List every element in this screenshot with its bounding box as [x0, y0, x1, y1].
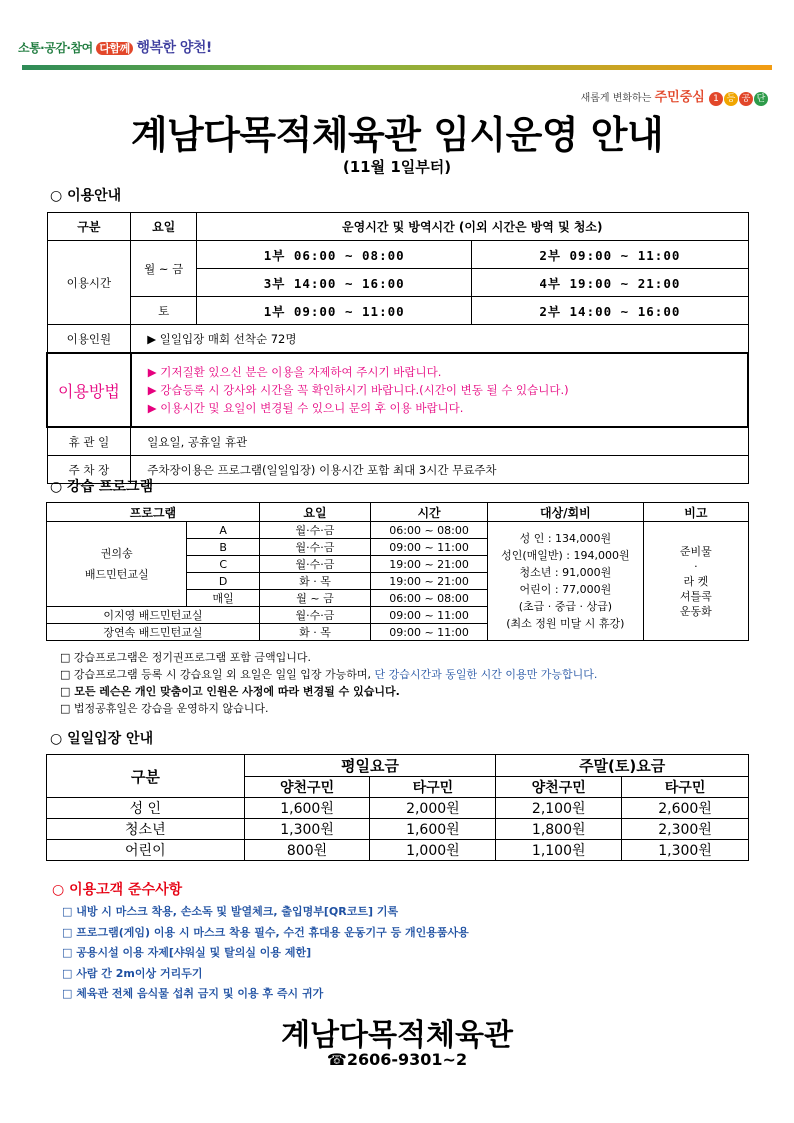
lesson-note-text: □ 강습프로그램 등록 시 강습요일 외 요일은 일일 입장 가능하며, [60, 668, 375, 681]
agency-dot: 1 [709, 92, 723, 106]
usage-header-category: 구분 [47, 213, 131, 241]
table-row [47, 798, 749, 819]
daily-sub-header: 양천구민 [244, 777, 370, 798]
table-row [47, 840, 749, 861]
class-name: 배드민턴교실 [84, 568, 149, 581]
daily-fee: 2,100원 [496, 798, 622, 819]
header-divider [22, 65, 772, 70]
lesson-note-text: □ 강습프로그램은 정기권프로그램 포함 금액입니다. [60, 651, 312, 664]
usage-header-hours: 운영시간 및 방역시간 (이외 시간은 방역 및 청소) [197, 213, 748, 241]
usage-hours-label: 이용시간 [47, 241, 131, 325]
lesson-header-note: 비고 [643, 503, 748, 522]
lesson-note [60, 649, 597, 666]
lesson-note-text: □ 모든 레슨은 개인 맞춤이고 인원은 사정에 따라 변경될 수 있습니다. [60, 685, 400, 698]
lesson-time: 06:00 ~ 08:00 [371, 522, 488, 539]
daily-sub-header: 양천구민 [496, 777, 622, 798]
lesson-extra-name: 이지영 배드민턴교실 [47, 607, 260, 624]
agency-name: 주민중심 [654, 90, 705, 105]
daily-fee: 1,800원 [496, 819, 622, 840]
daily-header-weekend: 주말(토)요금 [496, 755, 749, 777]
lesson-time: 09:00 ~ 11:00 [371, 539, 488, 556]
lesson-time: 19:00 ~ 21:00 [371, 556, 488, 573]
closed-label: 휴 관 일 [47, 427, 131, 456]
fee-line: 청소년 : 91,000원 [519, 566, 612, 579]
fee-line: (최소 정원 미달 시 휴강) [506, 617, 625, 630]
fee-line: 성 인 : 134,000원 [519, 532, 612, 545]
lesson-notes [643, 522, 748, 641]
daily-fee: 1,600원 [244, 798, 370, 819]
method-item: ▶ 기저질환 있으신 분은 이용을 자제하여 주시기 바랍니다. [147, 365, 442, 379]
lesson-header-day: 요일 [259, 503, 370, 522]
session-4: 4부 19:00 ~ 21:00 [472, 269, 748, 297]
slogan-text: 소통·공감·참여 [18, 41, 93, 55]
sat-session-1: 1부 09:00 ~ 11:00 [197, 297, 472, 325]
lesson-days: 월·수·금 [259, 522, 370, 539]
daily-row-label: 성 인 [47, 798, 245, 819]
section-lessons-title: ○ 강습 프로그램 [50, 479, 154, 495]
lesson-time: 09:00 ~ 11:00 [371, 607, 488, 624]
section-daily-title: ○ 일일입장 안내 [50, 731, 154, 747]
method-list [131, 353, 748, 427]
lesson-note-highlight: 단 강습시간과 동일한 시간 이용만 가능합니다. [374, 668, 598, 681]
lesson-days: 화 · 목 [259, 624, 370, 641]
daily-fee: 2,000원 [370, 798, 496, 819]
footer-facility-name: 계남다목적체육관 [281, 1018, 513, 1053]
lesson-days: 월·수·금 [259, 556, 370, 573]
slogan-brand: 행복한 양천! [136, 40, 212, 56]
daily-header-weekday: 평일요금 [244, 755, 496, 777]
method-item: ▶ 강습등록 시 강사와 시간을 꼭 확인하시기 바랍니다.(시간이 변동 될 수 있습니다.) [147, 383, 569, 397]
sat-session-2: 2부 14:00 ~ 16:00 [472, 297, 748, 325]
session-2: 2부 09:00 ~ 11:00 [472, 241, 748, 269]
lesson-time: 06:00 ~ 08:00 [371, 590, 488, 607]
agency-logo [581, 86, 768, 106]
note-line: · [694, 559, 698, 573]
lesson-days: 월·수·금 [259, 539, 370, 556]
lesson-table [46, 502, 749, 641]
daily-fee: 800원 [244, 840, 370, 861]
slogan [18, 37, 212, 57]
note-line: 준비물 [679, 544, 712, 558]
note-line: 셔틀콕 [679, 589, 712, 603]
agency-dot: 단 [754, 92, 768, 106]
instructor-name: 권의송 [100, 547, 133, 560]
lesson-header-fee: 대상/회비 [488, 503, 644, 522]
lesson-note-text: □ 법정공휴일은 강습을 운영하지 않습니다. [60, 702, 269, 715]
method-item: ▶ 이용시간 및 요일이 변경될 수 있으니 문의 후 이용 바랍니다. [147, 401, 464, 415]
daily-fee: 1,100원 [496, 840, 622, 861]
rule-item: □ 공용시설 이용 자제[샤워실 및 탈의실 이용 제한] [62, 946, 312, 959]
lesson-note [60, 700, 597, 717]
daily-sub-header: 타구민 [370, 777, 496, 798]
usage-header-day: 요일 [131, 213, 197, 241]
saturday-label: 토 [131, 297, 197, 325]
slogan-badge: 다함께 [96, 42, 132, 55]
fee-line: 성인(매일반) : 194,000원 [501, 549, 630, 562]
agency-dot: 등 [724, 92, 738, 106]
fee-line: (초급 · 중급 · 상급) [518, 600, 613, 613]
lesson-note [60, 683, 597, 700]
lesson-note [60, 666, 597, 683]
fee-line: 어린이 : 77,000원 [519, 583, 612, 596]
daily-sub-header: 타구민 [622, 777, 749, 798]
lesson-days: 월 ~ 금 [259, 590, 370, 607]
agency-tagline: 새롭게 변화하는 [580, 93, 652, 104]
section-usage-title: ○ 이용안내 [50, 188, 122, 204]
lesson-time: 09:00 ~ 11:00 [371, 624, 488, 641]
daily-fee: 1,000원 [370, 840, 496, 861]
lesson-extra-name: 장연속 배드민턴교실 [47, 624, 260, 641]
lesson-class: A [187, 522, 260, 539]
usage-table [46, 212, 749, 484]
daily-fee: 1,600원 [370, 819, 496, 840]
agency-dot: 공 [739, 92, 753, 106]
page-subtitle: (11월 1일부터) [342, 158, 452, 176]
lesson-class: D [187, 573, 260, 590]
lesson-days: 화 · 목 [259, 573, 370, 590]
daily-fee: 2,600원 [622, 798, 749, 819]
capacity-label: 이용인원 [47, 325, 131, 354]
lesson-class: C [187, 556, 260, 573]
daily-fee-table [46, 754, 749, 861]
section-rules-title: ○ 이용고객 준수사항 [52, 882, 183, 898]
note-line: 운동화 [679, 604, 712, 618]
daily-row-label: 청소년 [47, 819, 245, 840]
rule-item: □ 프로그램(게임) 이용 시 마스크 착용 필수, 수건 휴대용 운동기구 등 개인용품사용 [62, 925, 469, 939]
closed-value: 일요일, 공휴일 휴관 [131, 427, 748, 456]
parking-label: 주 차 장 [47, 456, 131, 484]
daily-fee: 2,300원 [622, 819, 749, 840]
note-line: 라 켓 [683, 574, 709, 588]
lesson-days: 월·수·금 [259, 607, 370, 624]
rule-item: □ 내방 시 마스크 착용, 손소독 및 발열체크, 출입명부[QR코트] 기록 [62, 905, 399, 918]
lesson-group-name [47, 522, 187, 607]
lesson-time: 19:00 ~ 21:00 [371, 573, 488, 590]
lesson-header-time: 시간 [371, 503, 488, 522]
session-1: 1부 06:00 ~ 08:00 [197, 241, 472, 269]
weekday-label: 월 ~ 금 [131, 241, 197, 297]
method-label: 이용방법 [47, 353, 131, 427]
lesson-class: 매일 [187, 590, 260, 607]
capacity-value: ▶ 일일입장 매회 선착순 72명 [131, 325, 748, 354]
rules-list [62, 902, 469, 1005]
parking-value: 주차장이용은 프로그램(일일입장) 이용시간 포함 최대 3시간 무료주차 [131, 456, 748, 484]
daily-fee: 1,300원 [622, 840, 749, 861]
rule-item: □ 사람 간 2m이상 거리두기 [62, 966, 203, 980]
lesson-notes-list [60, 649, 597, 717]
footer-phone: ☎2606-9301~2 [326, 1050, 468, 1069]
daily-fee: 1,300원 [244, 819, 370, 840]
lesson-class: B [187, 539, 260, 556]
table-row [47, 819, 749, 840]
lesson-fees [488, 522, 644, 641]
page-title: 계남다목적체육관 임시운영 안내 [130, 113, 664, 157]
rule-item: □ 체육관 전체 음식물 섭취 금지 및 이용 후 즉시 귀가 [62, 987, 324, 1000]
session-3: 3부 14:00 ~ 16:00 [197, 269, 472, 297]
lesson-header-program: 프로그램 [47, 503, 260, 522]
daily-row-label: 어린이 [47, 840, 245, 861]
daily-header-category: 구분 [47, 755, 245, 798]
